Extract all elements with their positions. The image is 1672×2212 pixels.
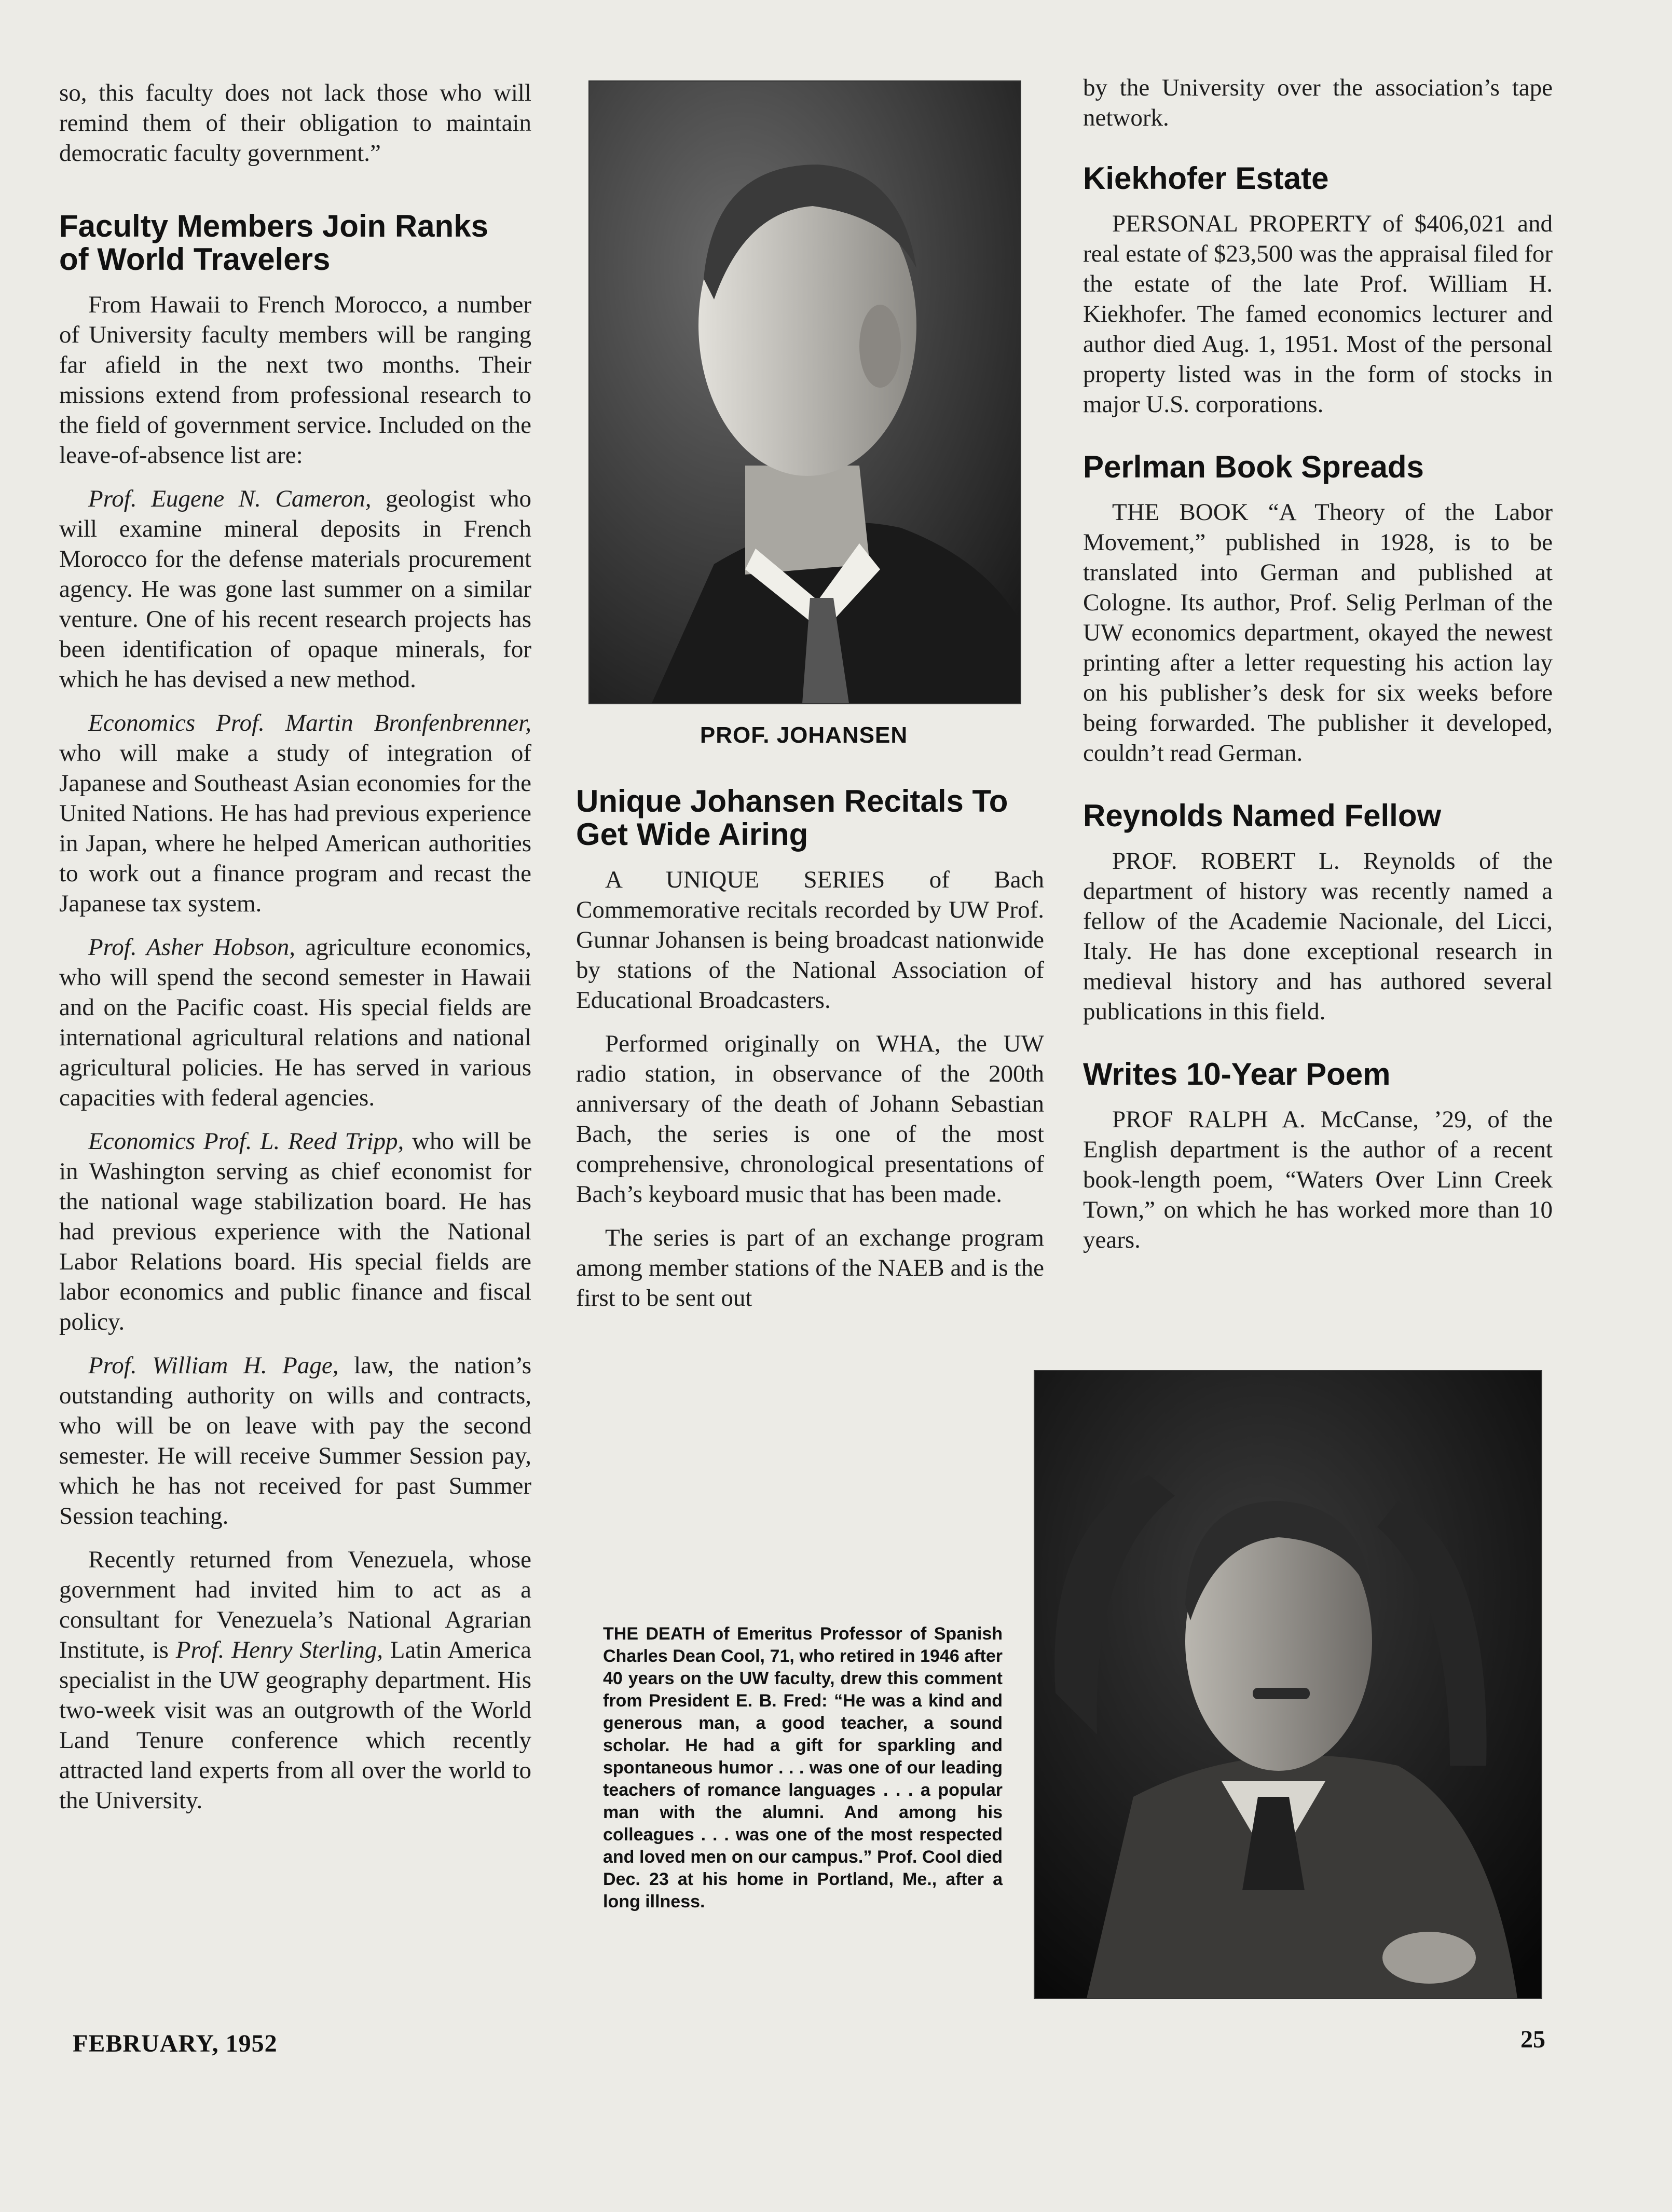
- faculty-name: Prof. William H. Page,: [88, 1352, 339, 1379]
- faculty-name: Prof. Eugene N. Cameron,: [88, 485, 372, 512]
- page-number: 25: [1520, 2026, 1545, 2053]
- faculty-name: Economics Prof. L. Reed Tripp,: [88, 1128, 404, 1155]
- issue-date: FEBRUARY, 1952: [73, 2030, 278, 2057]
- article-paragraph: Prof. Eugene N. Cameron, geologist who will examine mineral deposits in French Morocco for the defense materials procurement agency. He was gone last summer on a similar venture. One of his recent research projects has been identification of opaque minerals, for which he has devised a new method.: [59, 485, 531, 693]
- photo-caption-johansen: PROF. JOHANSEN: [700, 722, 908, 748]
- continued-text: so, this faculty does not lack those who will remind them of their obligation to maintain democratic faculty government.”: [59, 79, 531, 167]
- article-heading-reynolds: Reynolds Named Fellow: [1083, 798, 1442, 833]
- article-paragraph: Prof. Asher Hobson, agriculture economics, who will spend the second semester in Hawaii and on the Pacific coast. His special fields are international agricultural relations and national agricultural policies. He has served in various capacities with federal agencies.: [59, 934, 531, 1111]
- left-column: [59, 78, 531, 1829]
- article-paragraph: PERSONAL PROPERTY of $406,021 and real estate of $23,500 was the appraisal filed for the estate of the late Prof. William H. Kiekhofer. The famed economics lecturer and author died Aug. 1, 1951. Most of the personal property listed was in the form of stocks in major U.S. corporations.: [1083, 210, 1553, 418]
- article-paragraph: A UNIQUE SERIES of Bach Commemorative recitals recorded by UW Prof. Gunnar Johansen is being broadcast nationwide by stations of the National Association of Educational Broadcasters.: [576, 866, 1044, 1014]
- article-paragraph: Economics Prof. L. Reed Tripp, who will be in Washington serving as chief economist for the national wage stabilization board. He has had previous experience with the National Labor Relations board. His special fields are labor economics and public finance and fiscal policy.: [59, 1128, 531, 1335]
- article-heading-faculty-travelers: Faculty Members Join Ranks of World Travelers: [59, 209, 488, 277]
- faculty-name: Economics Prof. Martin Bronfenbrenner,: [88, 709, 531, 736]
- obituary-caption-cool: THE DEATH of Emeritus Professor of Spanish Charles Dean Cool, 71, who retired in 1946 after 40 years on the UW faculty, drew this comment from President E. B. Fred: “He was a kind and generous man, a good teacher, a sound scholar. He had a gift for sparkling and spontaneous humor . . . was one of our leading teachers of romance languages . . . a popular man with the alumni. And among his colleagues . . . was one of the most respected and loved men on our campus.” Prof. Cool died Dec. 23 at his home in Portland, Me., after a long illness.: [603, 1624, 1003, 1911]
- article-paragraph: The series is part of an exchange program among member stations of the NAEB and is the first to be sent out: [576, 1224, 1044, 1312]
- article-paragraph: PROF RALPH A. McCanse, ’29, of the English department is the author of a recent book-length poem, “Waters Over Linn Creek Town,” on which he has worked more than 10 years.: [1083, 1106, 1553, 1253]
- johansen-portrait-photo: [588, 80, 1021, 704]
- article-paragraph: THE BOOK “A Theory of the Labor Movement,” published in 1928, is to be translated into German and published at Cologne. Its author, Prof. Selig Perlman of the UW economics department, okayed the newest printing after a letter requesting his action lay on his publisher’s desk for six weeks before being forwarded. The publisher it developed, couldn’t read German.: [1083, 499, 1553, 767]
- article-paragraph: Recently returned from Venezuela, whose government had invited him to act as a consultant for Venezuela’s National Agrarian Institute, is Prof. Henry Sterling, Latin America specialist in the UW geography department. His two-week visit was an outgrowth of the World Land Tenure conference which recently attracted land experts from all over the world to the University.: [59, 1546, 531, 1814]
- right-column: [1083, 73, 1553, 1268]
- portrait-illustration: [1035, 1371, 1541, 1998]
- faculty-name: Prof. Henry Sterling,: [175, 1636, 383, 1663]
- article-paragraph: Prof. William H. Page, law, the nation’s outstanding authority on wills and contracts, who will be on leave with pay the second semester. He will receive Summer Session pay, which he has not received for past Summer Session teaching.: [59, 1352, 531, 1530]
- article-heading-kiekhofer: Kiekhofer Estate: [1083, 161, 1329, 196]
- portrait-illustration: [590, 81, 1020, 703]
- article-paragraph: PROF. ROBERT L. Reynolds of the department of history was recently named a fellow of the Academie Nacionale, del Licci, Italy. He has done exceptional research in medieval history and has authored several publications in this field.: [1083, 848, 1553, 1025]
- cool-portrait-photo: [1034, 1370, 1542, 1999]
- article-paragraph: From Hawaii to French Morocco, a number of University faculty members will be ranging far afield in the next two months. Their missions extend from professional research to the field of government service. Included on the leave-of-absence list are:: [59, 291, 531, 469]
- middle-column: [576, 785, 1044, 1327]
- faculty-name: Prof. Asher Hobson,: [88, 934, 296, 961]
- article-heading-johansen-recitals: Unique Johansen Recitals To Get Wide Airing: [576, 784, 1008, 852]
- article-heading-perlman: Perlman Book Spreads: [1083, 449, 1424, 484]
- article-paragraph: Performed originally on WHA, the UW radio station, in observance of the 200th anniversary of the death of Johann Sebastian Bach, the series is one of the most comprehensive, chronological presentations of Bach’s keyboard music that has been made.: [576, 1030, 1044, 1208]
- article-heading-mccanse: Writes 10-Year Poem: [1083, 1057, 1391, 1091]
- article-paragraph: Economics Prof. Martin Bronfenbrenner, who will make a study of integration of Japanese and Southeast Asian economies for the United Nations. He has had previous experience in Japan, where he helped American authorities to work out a finance program and recast the Japanese tax system.: [59, 709, 531, 917]
- continued-text: by the University over the association’s tape network.: [1083, 74, 1553, 131]
